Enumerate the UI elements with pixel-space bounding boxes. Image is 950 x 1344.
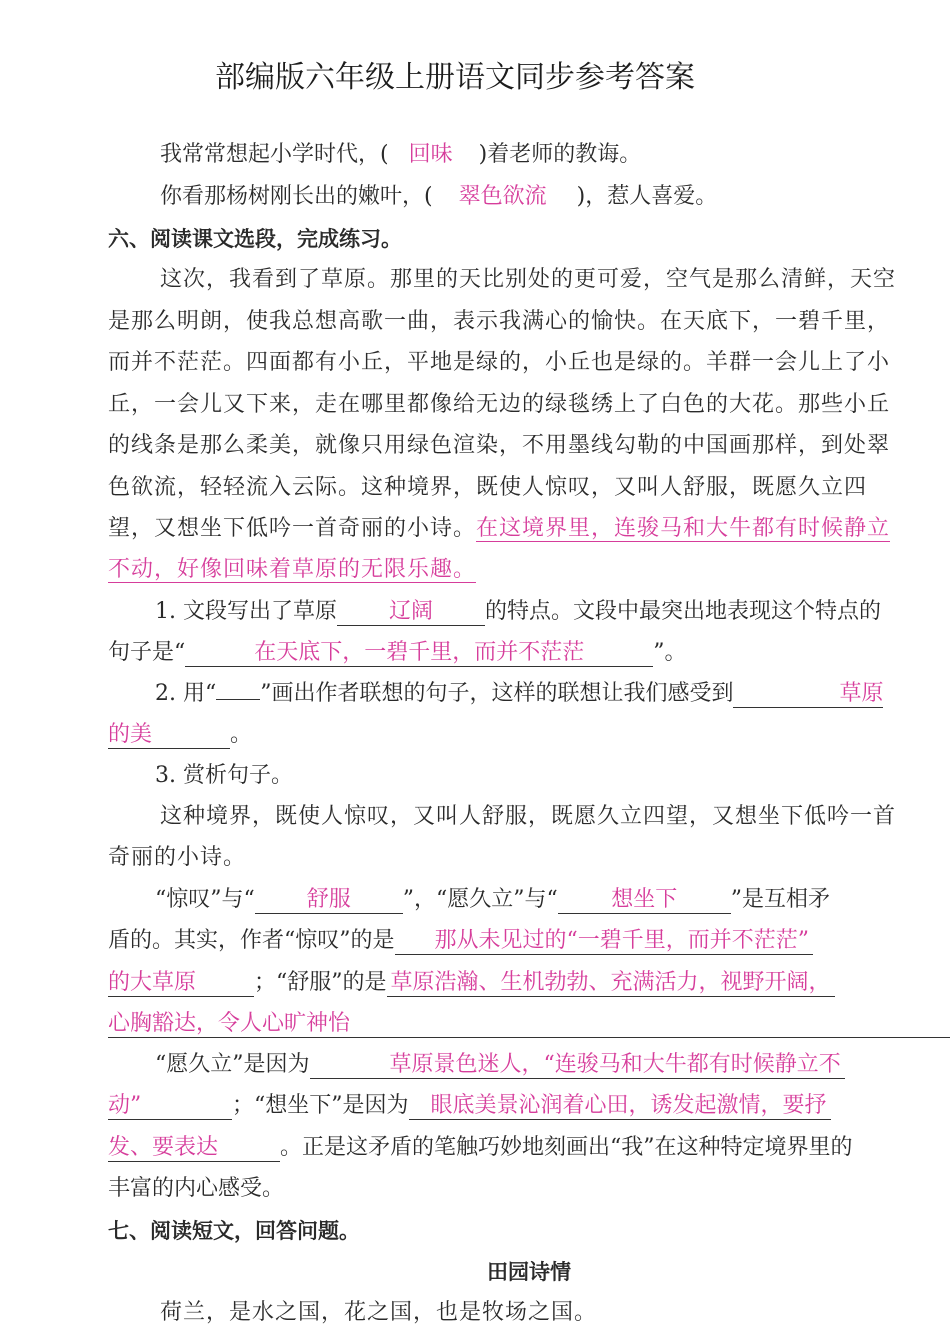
fill-answer: 翠色欲流 xyxy=(458,184,547,209)
quoted-sentence: 奇丽的小诗。 xyxy=(108,845,247,870)
section-6-heading: 六、阅读课文选段，完成练习。 xyxy=(108,227,402,251)
fill-line-1 xyxy=(160,140,641,170)
question-text: 1. 文段写出了草原 xyxy=(155,599,337,624)
question-text: 2. 用“ xyxy=(155,681,217,706)
quoted-sentence: 这种境界，既使人惊叹，又叫人舒服，既愿久立四望，又想坐下低吟一首 xyxy=(160,804,897,829)
question-text: 。 xyxy=(230,722,253,747)
blank-line xyxy=(216,699,260,700)
underlined-sentence: 不动，好像回味着草原的无限乐趣。 xyxy=(108,557,477,582)
answer-blank: 眼底美景沁润着心田，诱发起激情，要抒 xyxy=(409,1093,831,1120)
q3-line xyxy=(108,1009,950,1039)
fill-text: )着老师的教诲。 xyxy=(478,142,642,167)
answer-blank: 的大草原 xyxy=(108,970,254,997)
question-1 xyxy=(155,597,881,627)
page-title: 部编版六年级上册语文同步参考答案 xyxy=(215,60,695,95)
question-text: 盾的。其实，作者“惊叹”的是 xyxy=(108,928,395,953)
q3-line: 丰富的内心感受。 xyxy=(108,1176,285,1201)
passage-line: 而并不茫茫。四面都有小丘，平地是绿的，小丘也是绿的。羊群一会儿上了小 xyxy=(108,350,891,375)
passage-line xyxy=(108,555,476,585)
passage-line: 是那么明朗，使我总想高歌一曲，表示我满心的愉快。在天底下，一碧千里， xyxy=(108,309,891,334)
question-2-cont xyxy=(108,720,252,750)
passage-line: 的线条是那么柔美，就像只用绿色渲染，不用墨线勾勒的中国画那样，到处翠 xyxy=(108,433,891,458)
passage-line: 这次，我看到了草原。那里的天比别处的更可爱，空气是那么清鲜，天空 xyxy=(160,267,897,292)
question-text: ；“舒服”的是 xyxy=(254,970,387,995)
answer-blank: 的美 xyxy=(108,722,230,749)
answer-blank: 动” xyxy=(108,1093,232,1120)
answer-blank: 草原 xyxy=(733,681,883,708)
story-title: 田园诗情 xyxy=(487,1260,571,1284)
answer-blank: 在天底下，一碧千里，而并不茫茫 xyxy=(185,640,653,667)
fill-text: )，惹人喜爱。 xyxy=(576,184,718,209)
question-2 xyxy=(155,679,883,709)
question-text: ”，“愿久立”与“ xyxy=(402,887,558,912)
question-text: ”是互相矛 xyxy=(730,887,830,912)
story-first-line: 荷兰，是水之国，花之国，也是牧场之国。 xyxy=(160,1300,598,1325)
answer-blank: 草原浩瀚、生机勃勃、充满活力，视野开阔， xyxy=(387,970,835,997)
q3-line xyxy=(155,885,830,915)
fill-text: 我常常想起小学时代，( xyxy=(160,142,389,167)
section-7-heading: 七、阅读短文，回答问题。 xyxy=(108,1219,360,1243)
fill-text: 你看那杨树刚长出的嫩叶，( xyxy=(160,184,433,209)
q3-line xyxy=(108,968,835,998)
question-text: 的特点。文段中最突出地表现这个特点的 xyxy=(484,599,881,624)
answer-blank: 草原景色迷人，“连骏马和大牛都有时候静立不 xyxy=(310,1052,845,1079)
question-1-cont xyxy=(108,638,687,668)
question-text: ”画出作者联想的句子，这样的联想让我们感受到 xyxy=(260,681,734,706)
answer-blank: 想坐下 xyxy=(558,887,731,914)
q3-line xyxy=(108,926,813,956)
question-text: “愿久立”是因为 xyxy=(155,1052,310,1077)
underlined-sentence: 在这境界里，连骏马和大牛都有时候静立 xyxy=(476,516,891,541)
passage-line xyxy=(108,514,890,544)
answer-blank: 舒服 xyxy=(255,887,403,914)
answer-blank: 辽阔 xyxy=(337,599,485,626)
fill-answer: 回味 xyxy=(408,142,453,167)
question-text: “惊叹”与“ xyxy=(155,887,255,912)
answer-blank: 那从未见过的“一碧千里，而并不茫茫” xyxy=(395,928,814,955)
passage-line: 丘，一会儿又下来，走在哪里都像给无边的绿毯绣上了白色的大花。那些小丘 xyxy=(108,392,891,417)
passage-line: 色欲流，轻轻流入云际。这种境界，既使人惊叹，又叫人舒服，既愿久立四 xyxy=(108,475,868,500)
question-text: 句子是“ xyxy=(108,640,186,665)
question-text: ；“想坐下”是因为 xyxy=(232,1093,409,1118)
question-3: 3. 赏析句子。 xyxy=(155,763,293,788)
q3-line xyxy=(155,1050,845,1080)
answer-blank: 发、要表达 xyxy=(108,1135,280,1162)
question-text: 。正是这矛盾的笔触巧妙地刻画出“我”在这种特定境界里的 xyxy=(280,1135,853,1160)
fill-line-2 xyxy=(160,182,717,212)
q3-line xyxy=(108,1091,831,1121)
q3-line xyxy=(108,1133,853,1163)
passage-text: 望，又想坐下低吟一首奇丽的小诗。 xyxy=(108,516,477,541)
answer-blank: 心胸豁达，令人心旷神怡 xyxy=(108,1011,950,1038)
question-text: ”。 xyxy=(653,640,687,665)
